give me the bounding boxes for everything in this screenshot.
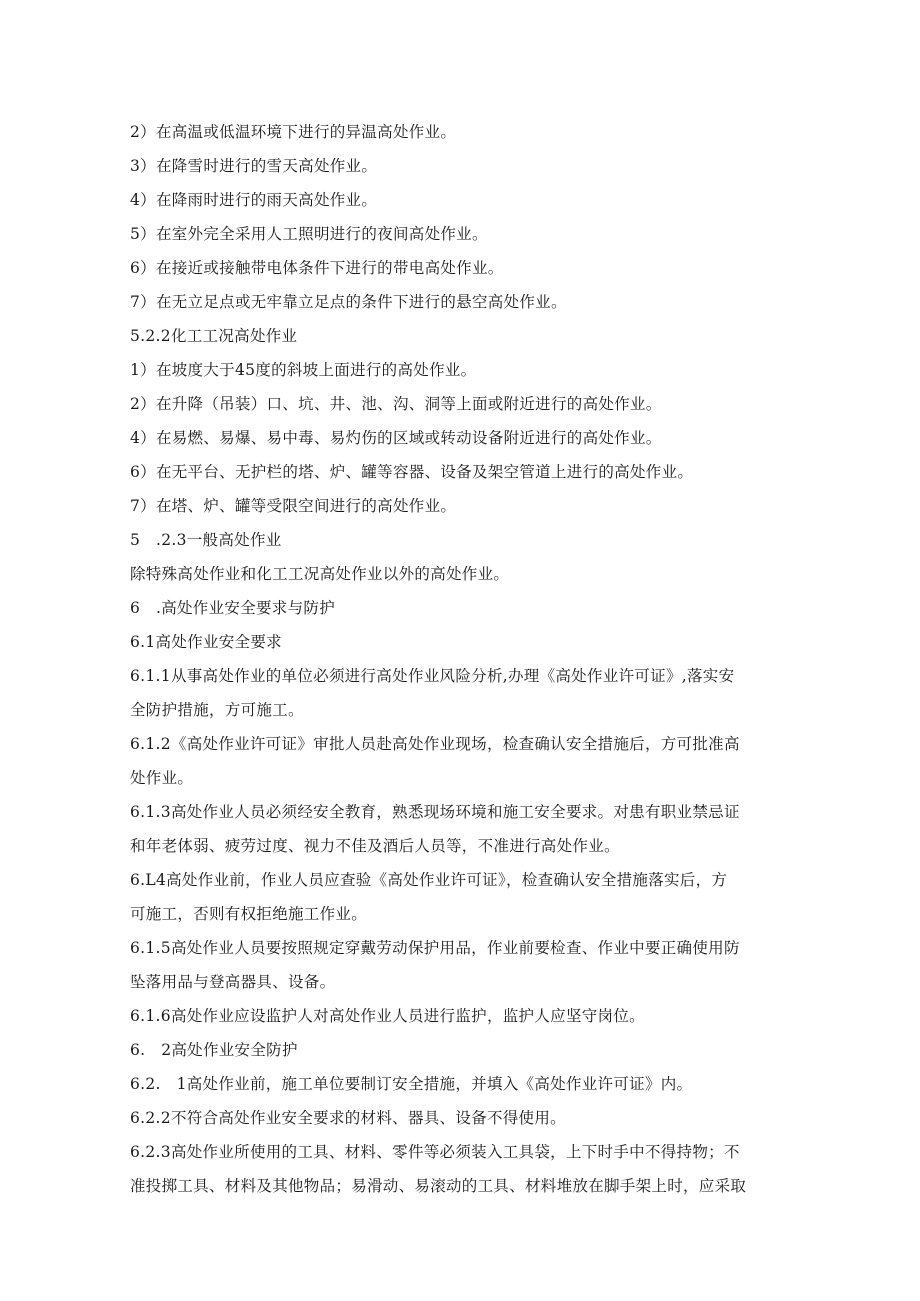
text-line: 6.1.5高处作业人员要按照规定穿戴劳动保护用品，作业前要检查、作业中要正确使用防 bbox=[130, 939, 740, 957]
document-body bbox=[130, 115, 795, 1203]
section-heading: 6. 2高处作业安全防护 bbox=[130, 1041, 298, 1059]
text-line: 2）在高温或低温环境下进行的异温高处作业。 bbox=[130, 123, 457, 141]
text-line: 4）在降雨时进行的雨天高处作业。 bbox=[130, 191, 378, 209]
text-line: 6）在接近或接触带电体条件下进行的带电高处作业。 bbox=[130, 259, 504, 277]
text-line: 6.2. 1高处作业前，施工单位要制订安全措施，并填入《高处作业许可证》内。 bbox=[130, 1075, 693, 1093]
text-line: 6.L4高处作业前，作业人员应查验《高处作业许可证》，检查确认安全措施落实后，方 bbox=[130, 871, 728, 889]
text-line: 6）在无平台、无护栏的塔、炉、罐等容器、设备及架空管道上进行的高处作业。 bbox=[130, 463, 694, 481]
text-line: 2）在升降（吊装）口、坑、井、池、沟、洞等上面或附近进行的高处作业。 bbox=[130, 395, 662, 413]
text-line: 处作业。 bbox=[130, 769, 194, 787]
section-heading: 6 .高处作业安全要求与防护 bbox=[130, 599, 335, 617]
text-line: 1）在坡度大于45度的斜坡上面进行的高处作业。 bbox=[130, 361, 477, 379]
text-line: 6.1.1从事高处作业的单位必须进行高处作业风险分析,办理《高处作业许可证》,落实安 bbox=[130, 667, 735, 685]
text-line: 7）在无立足点或无牢靠立足点的条件下进行的悬空高处作业。 bbox=[130, 293, 567, 311]
text-line: 3）在降雪时进行的雪天高处作业。 bbox=[130, 157, 378, 175]
text-line: 6.1.3高处作业人员必须经安全教育，熟悉现场环境和施工安全要求。对患有职业禁忌证 bbox=[130, 803, 740, 821]
text-line: 7）在塔、炉、罐等受限空间进行的高处作业。 bbox=[130, 497, 457, 515]
text-line: 6.1.6高处作业应设监护人对高处作业人员进行监护，监护人应坚守岗位。 bbox=[130, 1007, 645, 1025]
text-line: 5）在室外完全采用人工照明进行的夜间高处作业。 bbox=[130, 225, 488, 243]
text-line: 全防护措施，方可施工。 bbox=[130, 701, 304, 719]
section-heading: 5.2.2化工工况高处作业 bbox=[130, 327, 298, 345]
text-line: 6.2.2不符合高处作业安全要求的材料、器具、设备不得使用。 bbox=[130, 1109, 566, 1127]
text-line: 除特殊高处作业和化工工况高处作业以外的高处作业。 bbox=[130, 565, 510, 583]
text-line: 和年老体弱、疲劳过度、视力不佳及酒后人员等，不准进行高处作业。 bbox=[130, 837, 620, 855]
text-line: 准投掷工具、材料及其他物品；易滑动、易滚动的工具、材料堆放在脚手架上时，应采取 bbox=[130, 1177, 747, 1195]
section-heading: 6.1高处作业安全要求 bbox=[130, 633, 282, 651]
text-line: 4）在易燃、易爆、易中毒、易灼伤的区域或转动设备附近进行的高处作业。 bbox=[130, 429, 662, 447]
text-line: 可施工，否则有权拒绝施工作业。 bbox=[130, 905, 368, 923]
text-line: 6.2.3高处作业所使用的工具、材料、零件等必须装入工具袋，上下时手中不得持物；不 bbox=[130, 1143, 740, 1161]
text-line: 坠落用品与登高器具、设备。 bbox=[130, 973, 336, 991]
section-heading: 5 .2.3一般高处作业 bbox=[130, 531, 282, 549]
text-line: 6.1.2《高处作业许可证》审批人员赴高处作业现场，检查确认安全措施后，方可批准高 bbox=[130, 735, 740, 753]
